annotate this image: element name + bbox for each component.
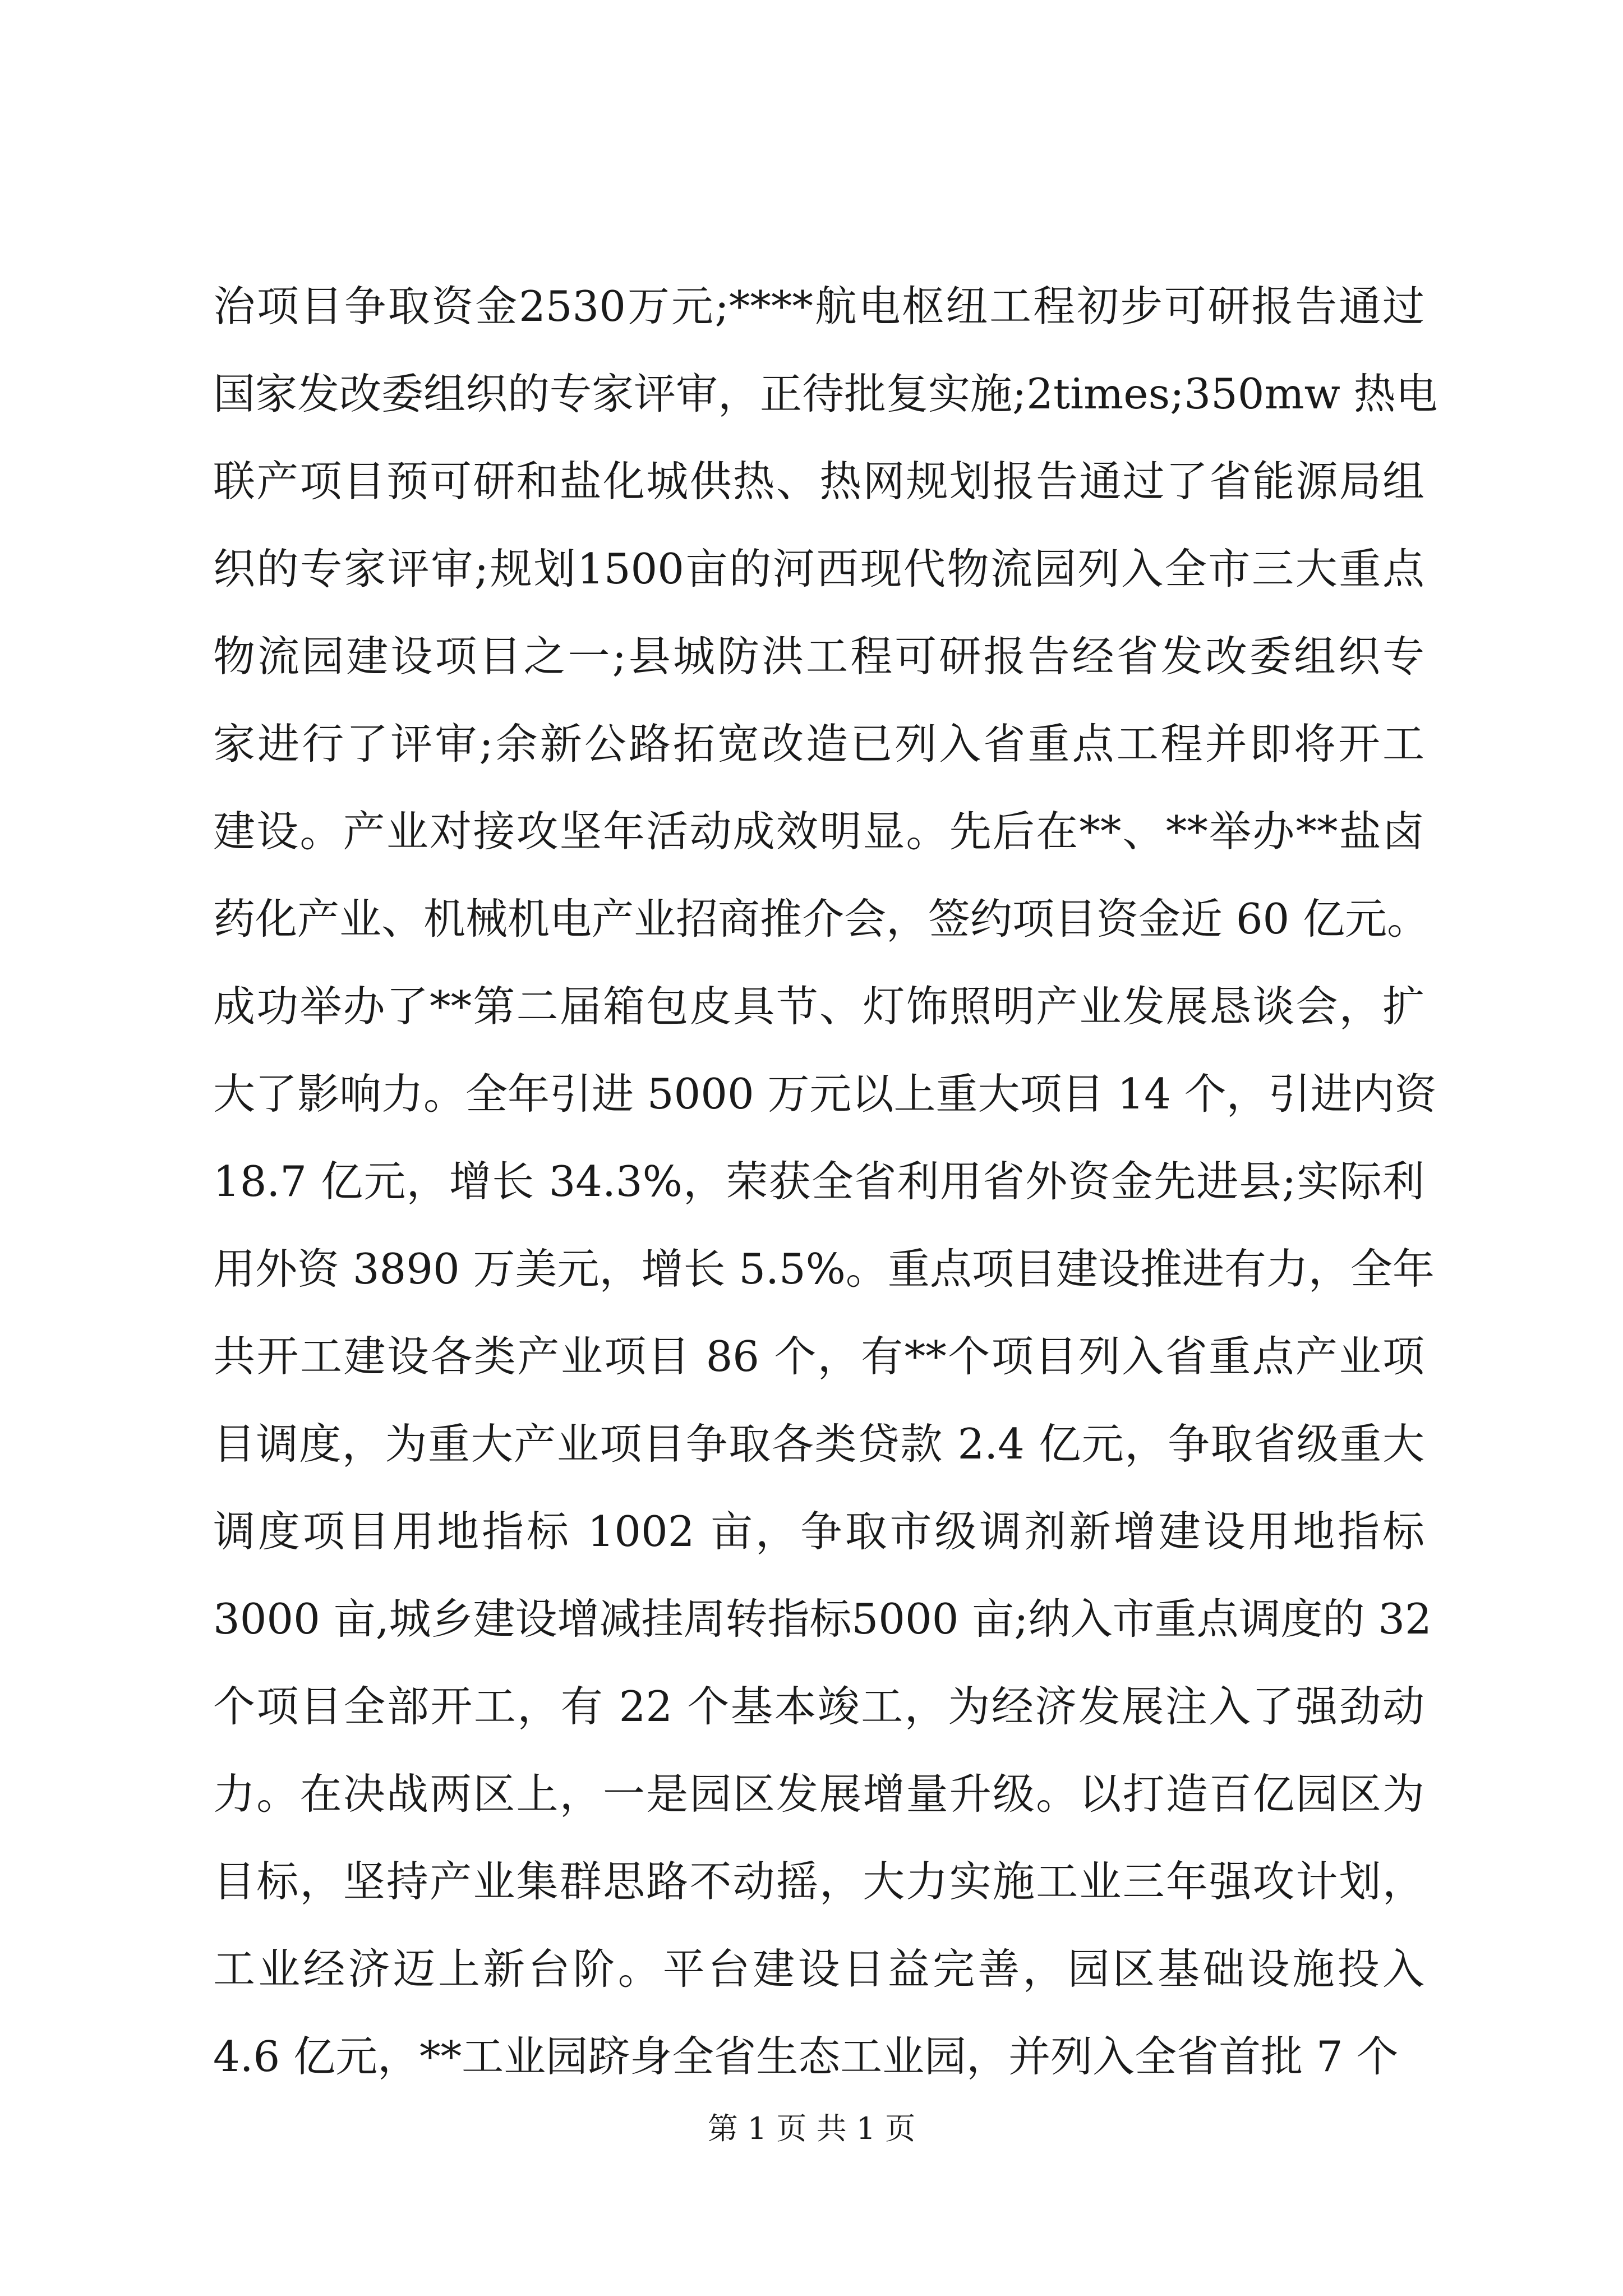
text-line-5: 物流园建设项目之一;县城防洪工程可研报告经省发改委组织专 [213,632,1424,681]
text-line-9: 成功举办了**第二届箱包皮具节、灯饰照明产业发展恳谈会，扩 [213,982,1424,1031]
text-line-12: 用外资 3890 万美元，增长 5.5%。重点项目建设推进有力，全年 [213,1244,1435,1294]
text-line-19: 目标，坚持产业集群思路不动摇，大力实施工业三年强攻计划， [213,1857,1424,1906]
text-line-14: 目调度，为重大产业项目争取各类贷款 2.4 亿元，争取省级重大 [213,1419,1424,1469]
text-line-10: 大了影响力。全年引进 5000 万元以上重大项目 14 个，引进内资 [213,1069,1437,1119]
text-line-8: 药化产业、机械机电产业招商推介会，签约项目资金近 60 亿元。 [213,894,1430,944]
text-line-13: 共开工建设各类产业项目 86 个，有**个项目列入省重点产业项 [213,1332,1424,1381]
page-footer [0,2109,1623,2148]
text-line-3: 联产项目预可研和盐化城供热、热网规划报告通过了省能源局组 [213,457,1424,506]
text-line-2: 国家发改委组织的专家评审，正待批复实施;2times;350mw 热电 [213,369,1438,418]
text-line-6: 家进行了评审;余新公路拓宽改造已列入省重点工程并即将开工 [213,719,1424,769]
text-line-15: 调度项目用地指标 1002 亩，争取市级调剂新增建设用地指标 [213,1507,1424,1556]
text-line-4: 织的专家评审;规划1500亩的河西现代物流园列入全市三大重点 [213,544,1424,593]
text-line-20: 工业经济迈上新台阶。平台建设日益完善，园区基础设施投入 [213,1944,1424,1994]
text-line-21: 4.6 亿元，**工业园跻身全省生态工业园，并列入全省首批 7 个 [213,2032,1399,2081]
text-line-7: 建设。产业对接攻坚年活动成效明显。先后在**、**举办**盐卤 [213,807,1424,856]
text-line-11: 18.7 亿元，增长 34.3%，荣获全省利用省外资金先进县;实际利 [213,1157,1424,1206]
page-number-label: 第 1 页 共 1 页 [707,2111,916,2146]
text-line-18: 力。在决战两区上，一是园区发展增量升级。以打造百亿园区为 [213,1769,1424,1819]
body-paragraph [213,263,1438,2100]
text-line-16: 3000 亩,城乡建设增减挂周转指标5000 亩;纳入市重点调度的 32 [213,1594,1432,1644]
text-line-1: 治项目争取资金2530万元;****航电枢纽工程初步可研报告通过 [213,282,1424,331]
text-line-17: 个项目全部开工，有 22 个基本竣工，为经济发展注入了强劲动 [213,1682,1424,1731]
